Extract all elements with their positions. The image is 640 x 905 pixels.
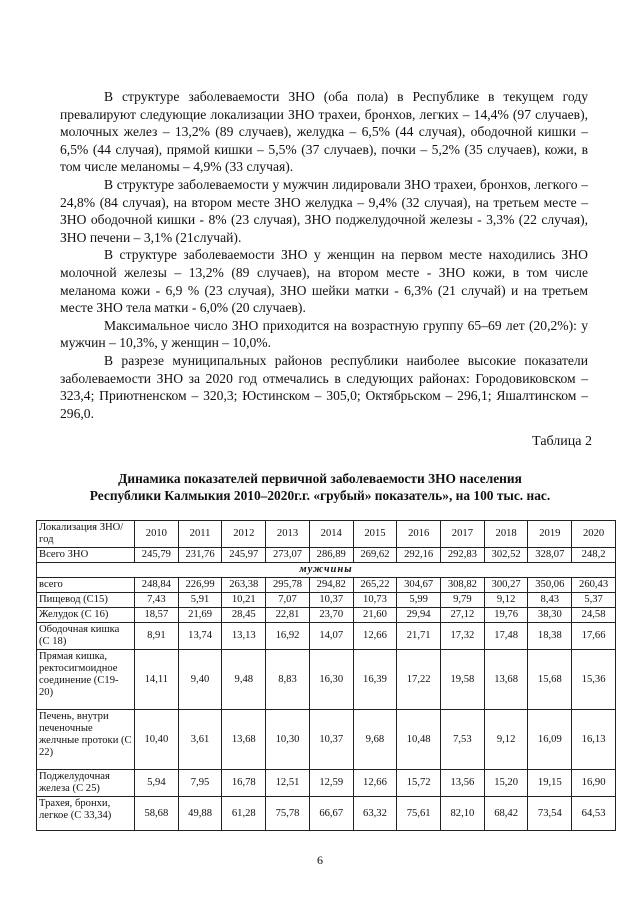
cell-value: 273,07 [266,548,310,563]
cell-value: 9,12 [484,593,528,608]
cell-value: 5,94 [135,770,179,797]
cell-value: 13,68 [222,710,266,770]
cell-value: 10,40 [135,710,179,770]
cell-value: 16,13 [572,710,616,770]
row-label: Пищевод (С15) [37,593,135,608]
row-label: Всего ЗНО [37,548,135,563]
cell-value: 82,10 [441,797,485,831]
cell-value: 248,84 [135,578,179,593]
cell-value: 13,68 [484,650,528,710]
table-row [37,770,616,797]
table-title-line-2: Республики Калмыкия 2010–2020г.г. «грубый» показатель», на 100 тыс. нас. [89,488,551,503]
row-label: Печень, внутри печеночные желчные протоки (С 22) [37,710,135,770]
header-year: 2010 [135,521,179,548]
row-label: Поджелудочная железа (С 25) [37,770,135,797]
cell-value: 16,09 [528,710,572,770]
cell-value: 21,60 [353,608,397,623]
cell-value: 5,99 [397,593,441,608]
cell-value: 64,53 [572,797,616,831]
cell-value: 21,71 [397,623,441,650]
cell-value: 245,97 [222,548,266,563]
cell-value: 68,42 [484,797,528,831]
cell-value: 300,27 [484,578,528,593]
page-number: 6 [317,853,323,867]
cell-value: 10,21 [222,593,266,608]
cell-value: 15,72 [397,770,441,797]
cell-value: 63,32 [353,797,397,831]
cell-value: 295,78 [266,578,310,593]
cell-value: 18,57 [135,608,179,623]
cell-value: 38,30 [528,608,572,623]
cell-value: 265,22 [353,578,397,593]
header-year: 2012 [222,521,266,548]
cell-value: 16,92 [266,623,310,650]
cell-value: 15,20 [484,770,528,797]
cell-value: 15,68 [528,650,572,710]
table-label: Таблица 2 [532,434,592,449]
header-year: 2020 [572,521,616,548]
table-row [37,623,616,650]
cell-value: 21,69 [178,608,222,623]
cell-value: 14,07 [309,623,353,650]
body-text [60,88,588,422]
cell-value: 269,62 [353,548,397,563]
cell-value: 17,48 [484,623,528,650]
cell-value: 27,12 [441,608,485,623]
table-row [37,710,616,770]
cell-value: 8,83 [266,650,310,710]
table-title [40,470,600,504]
cell-value: 7,53 [441,710,485,770]
table-title-line-1: Динамика показателей первичной заболеваемости ЗНО населения [118,471,522,486]
cell-value: 16,39 [353,650,397,710]
cell-value: 14,11 [135,650,179,710]
cell-value: 10,48 [397,710,441,770]
row-label: Ободочная кишка (С 18) [37,623,135,650]
section-row-men [37,563,616,578]
cell-value: 12,66 [353,623,397,650]
row-label: всего [37,578,135,593]
cell-value: 19,76 [484,608,528,623]
paragraph-2: В структуре заболеваемости у мужчин лидировали ЗНО трахеи, бронхов, легкого – 24,8% (84 случая), на втором месте ЗНО желудка – 9,4% (32 случая), на третьем месте –ЗНО ободочной кишки - 8% (23 случая), ЗНО поджелудочной железы - 3,3% (22 случая), ЗНО печени – 3,1% (21случай). [60,176,588,245]
cell-value: 5,37 [572,593,616,608]
cell-value: 24,58 [572,608,616,623]
cell-value: 9,12 [484,710,528,770]
paragraph-4: Максимальное число ЗНО приходится на возрастную группу 65–69 лет (20,2%): у мужчин – 10,3%, у женщин – 10,0%. [60,317,588,351]
cell-value: 12,66 [353,770,397,797]
incidence-table [36,520,616,831]
cell-value: 3,61 [178,710,222,770]
cell-value: 16,78 [222,770,266,797]
cell-value: 19,15 [528,770,572,797]
cell-value: 10,30 [266,710,310,770]
table-header-row [37,521,616,548]
table-row [37,650,616,710]
header-year: 2017 [441,521,485,548]
cell-value: 49,88 [178,797,222,831]
cell-value: 8,91 [135,623,179,650]
cell-value: 8,43 [528,593,572,608]
cell-value: 292,16 [397,548,441,563]
cell-value: 10,73 [353,593,397,608]
cell-value: 9,48 [222,650,266,710]
cell-value: 231,76 [178,548,222,563]
cell-value: 12,51 [266,770,310,797]
cell-value: 9,40 [178,650,222,710]
cell-value: 75,61 [397,797,441,831]
cell-value: 10,37 [309,593,353,608]
header-localization: Локализация ЗНО/год [37,521,135,548]
cell-value: 328,07 [528,548,572,563]
cell-value: 16,90 [572,770,616,797]
cell-value: 15,36 [572,650,616,710]
cell-value: 304,67 [397,578,441,593]
cell-value: 58,68 [135,797,179,831]
row-label: Желудок (С 16) [37,608,135,623]
table-row [37,608,616,623]
cell-value: 75,78 [266,797,310,831]
cell-value: 308,82 [441,578,485,593]
cell-value: 260,43 [572,578,616,593]
cell-value: 66,67 [309,797,353,831]
cell-value: 73,54 [528,797,572,831]
cell-value: 7,07 [266,593,310,608]
header-year: 2016 [397,521,441,548]
row-label: Прямая кишка, ректосигмоидное соединение (С19-20) [37,650,135,710]
header-year: 2014 [309,521,353,548]
cell-value: 9,68 [353,710,397,770]
cell-value: 9,79 [441,593,485,608]
cell-value: 302,52 [484,548,528,563]
paragraph-1: В структуре заболеваемости ЗНО (оба пола) в Республике в текущем году превалируют следующие локализации ЗНО трахеи, бронхов, легких – 14,4% (97 случаев), молочных желез – 13,2% (89 случаев), желудка – 6,5% (44 случая), ободочной кишки – 6,5% (44 случая), прямой кишки – 5,5% (37 случаев), почки – 5,2% (35 случаев), кожи, в том числе меланомы – 4,9% (33 случая). [60,89,588,175]
cell-value: 28,45 [222,608,266,623]
cell-value: 10,37 [309,710,353,770]
cell-value: 29,94 [397,608,441,623]
cell-value: 248,2 [572,548,616,563]
table-row [37,578,616,593]
cell-value: 19,58 [441,650,485,710]
header-year: 2013 [266,521,310,548]
header-year: 2019 [528,521,572,548]
cell-value: 12,59 [309,770,353,797]
cell-value: 16,30 [309,650,353,710]
row-label: Трахея, бронхи, легкое (С 33,34) [37,797,135,831]
cell-value: 13,13 [222,623,266,650]
header-year: 2018 [484,521,528,548]
cell-value: 18,38 [528,623,572,650]
cell-value: 350,06 [528,578,572,593]
cell-value: 286,89 [309,548,353,563]
header-year: 2015 [353,521,397,548]
cell-value: 17,32 [441,623,485,650]
paragraph-5: В разрезе муниципальных районов республики наиболее высокие показатели заболеваемости ЗНО за 2020 год отмечались в следующих районах: Городовиковском – 323,4; Приютненском – 320,3; Юстинском – 305,0; Октябрьском – 296,1; Яшалтинском – 296,0. [60,352,588,421]
cell-value: 7,43 [135,593,179,608]
cell-value: 23,70 [309,608,353,623]
cell-value: 61,28 [222,797,266,831]
cell-value: 13,56 [441,770,485,797]
cell-value: 17,22 [397,650,441,710]
cell-value: 5,91 [178,593,222,608]
table-row [37,593,616,608]
cell-value: 294,82 [309,578,353,593]
cell-value: 226,99 [178,578,222,593]
table-row [37,797,616,831]
cell-value: 245,79 [135,548,179,563]
cell-value: 17,66 [572,623,616,650]
section-label: мужчины [37,563,616,578]
total-row [37,548,616,563]
paragraph-3: В структуре заболеваемости ЗНО у женщин на первом месте находились ЗНО молочной железы – 13,2% (89 случаев), на втором месте - ЗНО кожи, в том числе меланома кожи - 6,9 % (23 случая), ЗНО шейки матки - 6,3% (21 случай) и на третьем месте ЗНО тела матки - 6,0% (20 случаев). [60,247,588,316]
cell-value: 13,74 [178,623,222,650]
cell-value: 7,95 [178,770,222,797]
cell-value: 263,38 [222,578,266,593]
cell-value: 292,83 [441,548,485,563]
cell-value: 22,81 [266,608,310,623]
header-year: 2011 [178,521,222,548]
